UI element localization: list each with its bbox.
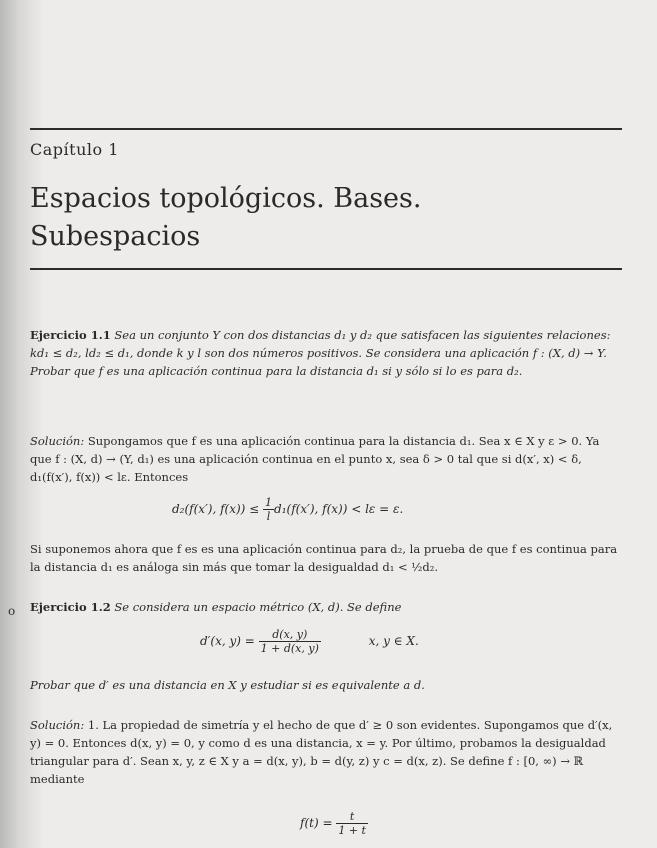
- solution-text: 1. La propiedad de simetría y el hecho de que d′ ≥ 0 son evidentes. Supongamos que d′(x, y) = 0. Entonces d(x, y) = 0, y como d es una distancia, x = y. Por último, probamos la desigualdad triangular para d′. Sean x, y, z ∈ X y a = d(x, y), b = d(y, z) y c = d(x, z). Se define f : [0, ∞) → ℝ mediante: [30, 718, 613, 786]
- chapter-bottom-rule: [30, 268, 622, 270]
- function-f-definition: f(t) = $\frac{t}{1 + t}$: [300, 810, 366, 837]
- exercise-1-2-statement: [30, 598, 622, 616]
- fraction: $\frac{d(x, y)}{1 + d(x, y)}$: [260, 628, 319, 655]
- exercise-1-2-prove: Probar que d′ es una distancia en X y estudiar si es equivalente a d.: [30, 678, 425, 692]
- chapter-top-rule: [30, 128, 622, 130]
- fraction: $\frac{1}{l}$: [265, 496, 273, 523]
- chapter-title: [30, 180, 421, 256]
- chapter-title-line1: Espacios topológicos. Bases.: [30, 183, 422, 214]
- exercise-1-2-solution: [30, 716, 622, 788]
- fraction: $\frac{t}{1 + t}$: [338, 810, 366, 837]
- exercise-1-1-text: Sea un conjunto Y con dos distancias d₁ y d₂ que satisfacen las siguientes relaciones: kd₁ ≤ d₂, ld₂ ≤ d₁, donde k y l son dos números positivos. Se considera una aplicación f : (X, d) → Y. Probar que f es una aplicación continua para la distancia d₁ si y sólo si lo es para d₂.: [30, 328, 611, 378]
- definition-d-prime: d′(x, y) = $\frac{d(x, y)}{1 + d(x, y)}$ x, y ∈ X.: [200, 628, 419, 655]
- equation-1-1: d₂(f(x′), f(x)) ≤ $\frac{1}{l}$ d₁(f(x′), f(x)) < lε = ε.: [172, 496, 404, 523]
- chapter-label: Capítulo 1: [30, 140, 119, 159]
- exercise-1-2-heading: Ejercicio 1.2: [30, 600, 111, 614]
- exercise-1-1-continuation: Si suponemos ahora que f es es una aplicación continua para d₂, la prueba de que f es continua para la distancia d₁ es análoga sin más que tomar la desigualdad d₁ < ½d₂.: [30, 542, 618, 574]
- exercise-1-2-text: Se considera un espacio métrico (X, d). Se define: [114, 600, 402, 614]
- chapter-title-line2: Subespacios: [30, 221, 201, 252]
- solution-label: Solución:: [30, 434, 85, 448]
- margin-marker: o: [8, 604, 16, 618]
- solution-text: Supongamos que f es una aplicación continua para la distancia d₁. Sea x ∈ X y ε > 0. Ya que f : (X, d) → (Y, d₁) es una aplicación continua en el punto x, sea δ > 0 tal que si d(x′, x) < δ, d₁(f(x′), f(x)) < lε. Entonces: [30, 434, 600, 484]
- exercise-1-1-solution: [30, 432, 622, 486]
- bleed-through-text: [40, 24, 640, 44]
- exercise-1-1-heading: Ejercicio 1.1: [30, 328, 111, 342]
- exercise-1-1-statement: [30, 326, 622, 380]
- solution-label: Solución:: [30, 718, 85, 732]
